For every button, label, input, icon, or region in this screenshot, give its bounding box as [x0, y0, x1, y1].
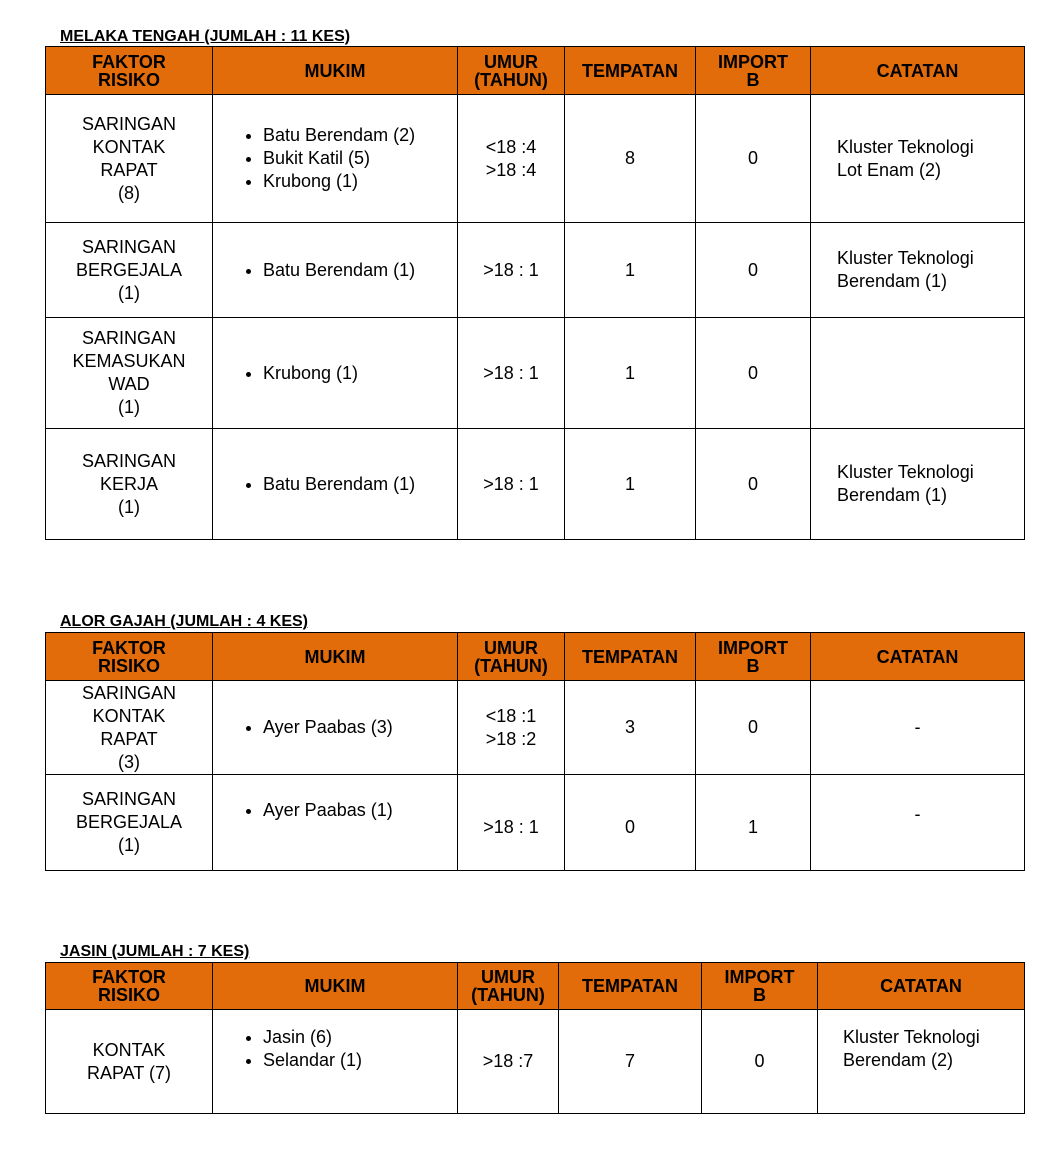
tempatan-cell: 1: [565, 318, 696, 429]
table-row: [46, 223, 1025, 318]
import-cell: 1: [696, 775, 811, 871]
header-umur: UMUR (TAHUN): [458, 633, 565, 681]
mukim-cell: [213, 223, 458, 318]
faktor-cell: SARINGAN KEMASUKAN WAD (1): [46, 318, 213, 429]
header-tempatan: TEMPATAN: [559, 963, 702, 1010]
mukim-cell: [213, 775, 458, 871]
table-header-row: [46, 963, 1025, 1010]
list-item: • Jasin (6): [263, 1026, 457, 1049]
table-row: [46, 95, 1025, 223]
table-row: [46, 429, 1025, 540]
import-cell: 0: [696, 95, 811, 223]
tempatan-cell: 1: [565, 223, 696, 318]
header-mukim: MUKIM: [213, 47, 458, 95]
header-faktor-risiko: FAKTOR RISIKO: [46, 633, 213, 681]
mukim-cell: [213, 95, 458, 223]
list-item: • Batu Berendam (1): [263, 473, 457, 496]
faktor-cell: SARINGAN BERGEJALA (1): [46, 775, 213, 871]
cases-table: [45, 962, 1025, 1114]
import-cell: 0: [696, 429, 811, 540]
umur-cell: <18 :1 >18 :2: [458, 681, 565, 775]
mukim-cell: [213, 1010, 458, 1114]
faktor-cell: SARINGAN KERJA (1): [46, 429, 213, 540]
header-faktor-risiko: FAKTOR RISIKO: [46, 963, 213, 1010]
cases-table: [45, 46, 1025, 540]
section-title: JASIN (JUMLAH : 7 KES): [60, 943, 250, 960]
table-row: [46, 1010, 1025, 1114]
header-faktor-risiko: FAKTOR RISIKO: [46, 47, 213, 95]
tempatan-cell: 8: [565, 95, 696, 223]
tempatan-cell: 7: [559, 1010, 702, 1114]
catatan-cell: -: [811, 775, 1025, 871]
umur-cell: >18 : 1: [458, 775, 565, 871]
umur-cell: >18 : 1: [458, 223, 565, 318]
mukim-cell: [213, 318, 458, 429]
faktor-cell: SARINGAN BERGEJALA (1): [46, 223, 213, 318]
header-import: IMPORT B: [702, 963, 818, 1010]
tempatan-cell: 0: [565, 775, 696, 871]
list-item: • Ayer Paabas (3): [263, 716, 457, 739]
umur-cell: >18 :7: [458, 1010, 559, 1114]
import-cell: 0: [696, 318, 811, 429]
list-item: • Batu Berendam (1): [263, 259, 457, 282]
header-tempatan: TEMPATAN: [565, 47, 696, 95]
catatan-cell: [811, 318, 1025, 429]
list-item: • Selandar (1): [263, 1049, 457, 1072]
umur-cell: <18 :4 >18 :4: [458, 95, 565, 223]
list-item: • Krubong (1): [263, 362, 457, 385]
list-item: • Batu Berendam (2): [263, 124, 457, 147]
header-umur: UMUR (TAHUN): [458, 963, 559, 1010]
faktor-cell: SARINGAN KONTAK RAPAT (3): [46, 681, 213, 775]
catatan-cell: -: [811, 681, 1025, 775]
mukim-cell: [213, 681, 458, 775]
header-import: IMPORT B: [696, 47, 811, 95]
header-catatan: CATATAN: [811, 633, 1025, 681]
faktor-cell: KONTAK RAPAT (7): [46, 1010, 213, 1114]
header-mukim: MUKIM: [213, 633, 458, 681]
section-title: ALOR GAJAH (JUMLAH : 4 KES): [60, 613, 309, 630]
import-cell: 0: [696, 681, 811, 775]
import-cell: 0: [696, 223, 811, 318]
catatan-cell: Kluster Teknologi Berendam (1): [811, 429, 1025, 540]
tempatan-cell: 1: [565, 429, 696, 540]
faktor-cell: SARINGAN KONTAK RAPAT (8): [46, 95, 213, 223]
catatan-cell: Kluster Teknologi Berendam (2): [818, 1010, 1025, 1114]
list-item: • Ayer Paabas (1): [263, 799, 457, 822]
header-catatan: CATATAN: [818, 963, 1025, 1010]
cases-table: [45, 632, 1025, 871]
header-catatan: CATATAN: [811, 47, 1025, 95]
table-row: [46, 775, 1025, 871]
import-cell: 0: [702, 1010, 818, 1114]
mukim-cell: [213, 429, 458, 540]
header-import: IMPORT B: [696, 633, 811, 681]
table-row: [46, 318, 1025, 429]
tempatan-cell: 3: [565, 681, 696, 775]
list-item: • Krubong (1): [263, 170, 457, 193]
umur-cell: >18 : 1: [458, 318, 565, 429]
list-item: • Bukit Katil (5): [263, 147, 457, 170]
catatan-cell: Kluster Teknologi Lot Enam (2): [811, 95, 1025, 223]
table-header-row: [46, 47, 1025, 95]
catatan-cell: Kluster Teknologi Berendam (1): [811, 223, 1025, 318]
header-umur: UMUR (TAHUN): [458, 47, 565, 95]
table-row: [46, 681, 1025, 775]
section-title: MELAKA TENGAH (JUMLAH : 11 KES): [60, 28, 351, 45]
header-mukim: MUKIM: [213, 963, 458, 1010]
table-header-row: [46, 633, 1025, 681]
umur-cell: >18 : 1: [458, 429, 565, 540]
header-tempatan: TEMPATAN: [565, 633, 696, 681]
